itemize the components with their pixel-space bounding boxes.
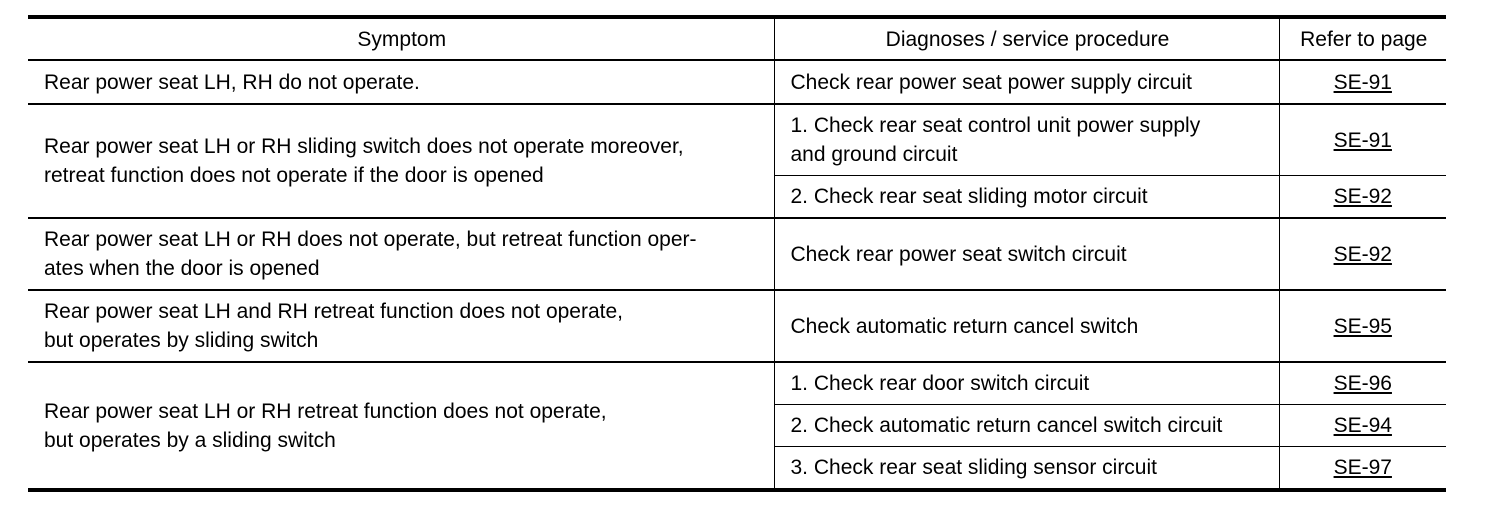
symptom-text: Rear power seat LH or RH retreat function does not operate, (44, 399, 607, 423)
header-refer-to-page: Refer to page (1279, 17, 1446, 60)
reference-link[interactable]: SE-94 (1333, 414, 1392, 437)
symptom-text: but operates by a sliding switch (44, 428, 336, 452)
reference-link[interactable]: SE-92 (1333, 185, 1392, 208)
procedure-text: 1. Check rear door switch circuit (790, 372, 1090, 395)
reference-link[interactable]: SE-95 (1333, 314, 1392, 338)
reference-link[interactable]: SE-91 (1333, 128, 1392, 152)
procedure-cell (774, 447, 1279, 491)
symptom-text: ates when the door is opened (44, 257, 320, 280)
symptom-cell (28, 290, 774, 362)
reference-cell (1279, 176, 1446, 219)
procedure-text: and ground circuit (790, 143, 958, 166)
header-diagnosis: Diagnoses / service procedure (774, 17, 1279, 60)
reference-cell (1279, 218, 1446, 290)
procedure-text: 1. Check rear seat control unit power supply (790, 114, 1201, 137)
table-row (28, 290, 1446, 362)
reference-cell (1279, 290, 1446, 362)
symptom-cell (28, 60, 774, 104)
procedure-cell (774, 176, 1279, 219)
symptom-cell (28, 218, 774, 290)
reference-link[interactable]: SE-96 (1333, 372, 1392, 395)
reference-link[interactable]: SE-91 (1333, 70, 1392, 94)
symptom-text: Rear power seat LH or RH does not operate, but retreat function oper- (44, 228, 697, 251)
reference-cell (1279, 60, 1446, 104)
procedure-text: Check automatic return cancel switch (790, 314, 1139, 338)
procedure-cell (774, 104, 1279, 176)
procedure-cell (774, 405, 1279, 447)
procedure-text: 2. Check automatic return cancel switch circuit (790, 414, 1223, 437)
symptom-cell (28, 104, 774, 218)
symptom-text: but operates by sliding switch (44, 329, 319, 352)
header-symptom: Symptom (28, 17, 774, 60)
table-row (28, 60, 1446, 104)
symptom-text: Rear power seat LH or RH sliding switch does not operate moreover, (44, 135, 684, 158)
symptom-text: Rear power seat LH and RH retreat function does not operate, (44, 300, 623, 323)
reference-link[interactable]: SE-92 (1333, 242, 1392, 266)
procedure-text: 3. Check rear seat sliding sensor circuit (790, 456, 1157, 479)
symptom-diagnosis-table (28, 15, 1446, 492)
symptom-text: Rear power seat LH, RH do not operate. (44, 70, 420, 94)
reference-cell (1279, 447, 1446, 491)
symptom-cell (28, 362, 774, 490)
procedure-text: Check rear power seat switch circuit (790, 242, 1127, 266)
procedure-cell (774, 362, 1279, 405)
procedure-cell (774, 60, 1279, 104)
reference-cell (1279, 362, 1446, 405)
procedure-cell (774, 218, 1279, 290)
reference-cell (1279, 104, 1446, 176)
table-header-row (28, 17, 1446, 60)
table-row (28, 218, 1446, 290)
procedure-cell (774, 290, 1279, 362)
symptom-text: retreat function does not operate if the door is opened (44, 164, 544, 187)
reference-cell (1279, 405, 1446, 447)
table-row (28, 362, 1446, 405)
procedure-text: Check rear power seat power supply circuit (790, 70, 1193, 94)
reference-link[interactable]: SE-97 (1333, 456, 1392, 479)
procedure-text: 2. Check rear seat sliding motor circuit (790, 185, 1148, 208)
table-row (28, 104, 1446, 176)
